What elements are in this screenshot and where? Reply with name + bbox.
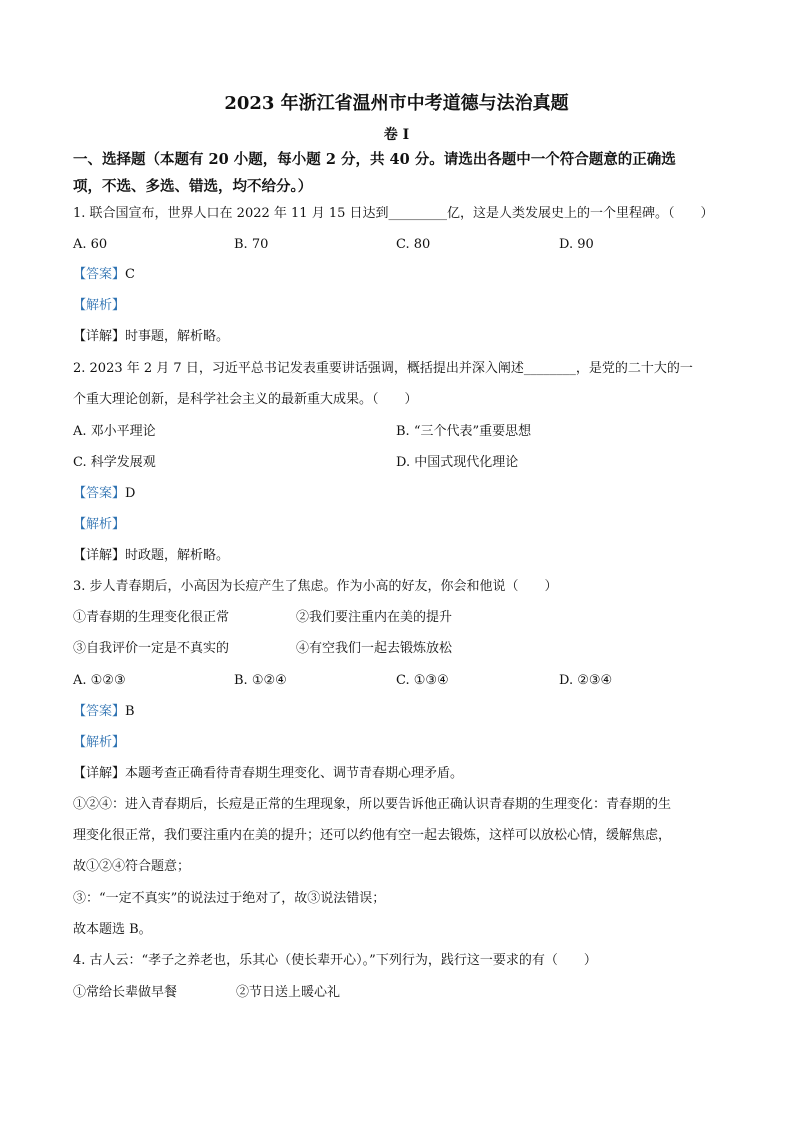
q3-explanation-line-5: 故本题选 B。 [73, 922, 152, 937]
q3-option-a: A. ①②③ [73, 673, 126, 688]
q2-detail [73, 547, 229, 565]
detail-tag: 【详解】 [73, 548, 126, 563]
section-heading-line-1: 一、选择题（本题有 20 小题，每小题 2 分，共 40 分。请选出各题中一个符合题意的正确选 [73, 151, 676, 168]
q3-item-2: ②我们要注重内在美的提升 [296, 610, 453, 625]
q2-detail-text: 时政题，解析略。 [125, 548, 230, 563]
q4-item-2: ②节日送上暖心礼 [236, 985, 341, 1000]
q1-option-d: D. 90 [559, 237, 594, 252]
detail-tag: 【详解】 [73, 766, 126, 781]
answer-tag: 【答案】 [73, 704, 126, 719]
q2-answer-value: D [125, 486, 136, 501]
q2-analysis-tag: 【解析】 [73, 517, 126, 532]
q1-option-a: A. 60 [73, 237, 108, 252]
q3-option-b: B. ①②④ [234, 673, 287, 688]
answer-tag: 【答案】 [73, 486, 126, 501]
q2-option-b: B. “三个代表”重要思想 [396, 424, 532, 439]
q1-detail-text: 时事题，解析略。 [125, 329, 230, 344]
section-heading-line-2: 项，不选、多选、错选，均不给分。） [73, 178, 313, 195]
q3-option-d: D. ②③④ [559, 673, 613, 688]
exam-title: 2023 年浙江省温州市中考道德与法治真题 [224, 93, 569, 114]
answer-tag: 【答案】 [73, 267, 126, 282]
q3-analysis-tag: 【解析】 [73, 735, 126, 750]
q1-option-b: B. 70 [234, 237, 269, 252]
q3-item-4: ④有空我们一起去锻炼放松 [296, 641, 453, 656]
q3-item-1: ①青春期的生理变化很正常 [73, 610, 230, 625]
q1-answer [73, 266, 135, 284]
q3-explanation-line-4: ③：“一定不真实”的说法过于绝对了，故③说法错误； [73, 891, 386, 906]
q3-answer-value: B [125, 704, 135, 719]
q2-stem-line-2: 个重大理论创新，是科学社会主义的最新重大成果。（ ） [73, 392, 418, 407]
volume-label: 卷 I [383, 127, 410, 143]
q1-answer-value: C [125, 267, 135, 282]
q2-answer [73, 485, 135, 503]
q1-option-c: C. 80 [396, 237, 431, 252]
q3-option-c: C. ①③④ [396, 673, 449, 688]
q3-answer [73, 703, 135, 721]
q3-explanation-line-1: ①②④：进入青春期后，长痘是正常的生理现象，所以要告诉他正确认识青春期的生理变化：青春期的生 [73, 797, 672, 812]
q1-analysis-tag: 【解析】 [73, 298, 126, 313]
q3-item-3: ③自我评价一定是不真实的 [73, 641, 230, 656]
q2-option-a: A. 邓小平理论 [73, 424, 156, 439]
q3-stem: 3. 步人青春期后，小高因为长痘产生了焦虑。作为小高的好友，你会和他说（ ） [73, 579, 558, 594]
q1-detail [73, 328, 229, 346]
q2-option-c: C. 科学发展观 [73, 455, 156, 470]
q4-stem: 4. 古人云：“孝子之养老也，乐其心（使长辈开心）。”下列行为，践行这一要求的有（ ） [73, 953, 597, 968]
q2-option-d: D. 中国式现代化理论 [396, 455, 519, 470]
q3-detail [73, 765, 463, 783]
detail-tag: 【详解】 [73, 329, 126, 344]
q2-stem-line-1: 2. 2023 年 2 月 7 日，习近平总书记发表重要讲话强调，概括提出并深入阐述________，是党的二十大的一 [73, 361, 693, 376]
q4-item-1: ①常给长辈做早餐 [73, 985, 178, 1000]
q3-detail-text: 本题考查正确看待青春期生理变化、调节青春期心理矛盾。 [125, 766, 464, 781]
q1-stem: 1. 联合国宣布，世界人口在 2022 年 11 月 15 日达到_________亿，这是人类发展史上的一个里程碑。（ ） [73, 206, 714, 221]
q3-explanation-line-3: 故①②④符合题意； [73, 859, 191, 874]
q3-explanation-line-2: 理变化很正常，我们要注重内在美的提升；还可以约他有空一起去锻炼，这样可以放松心情，缓解焦虑， [73, 828, 672, 843]
